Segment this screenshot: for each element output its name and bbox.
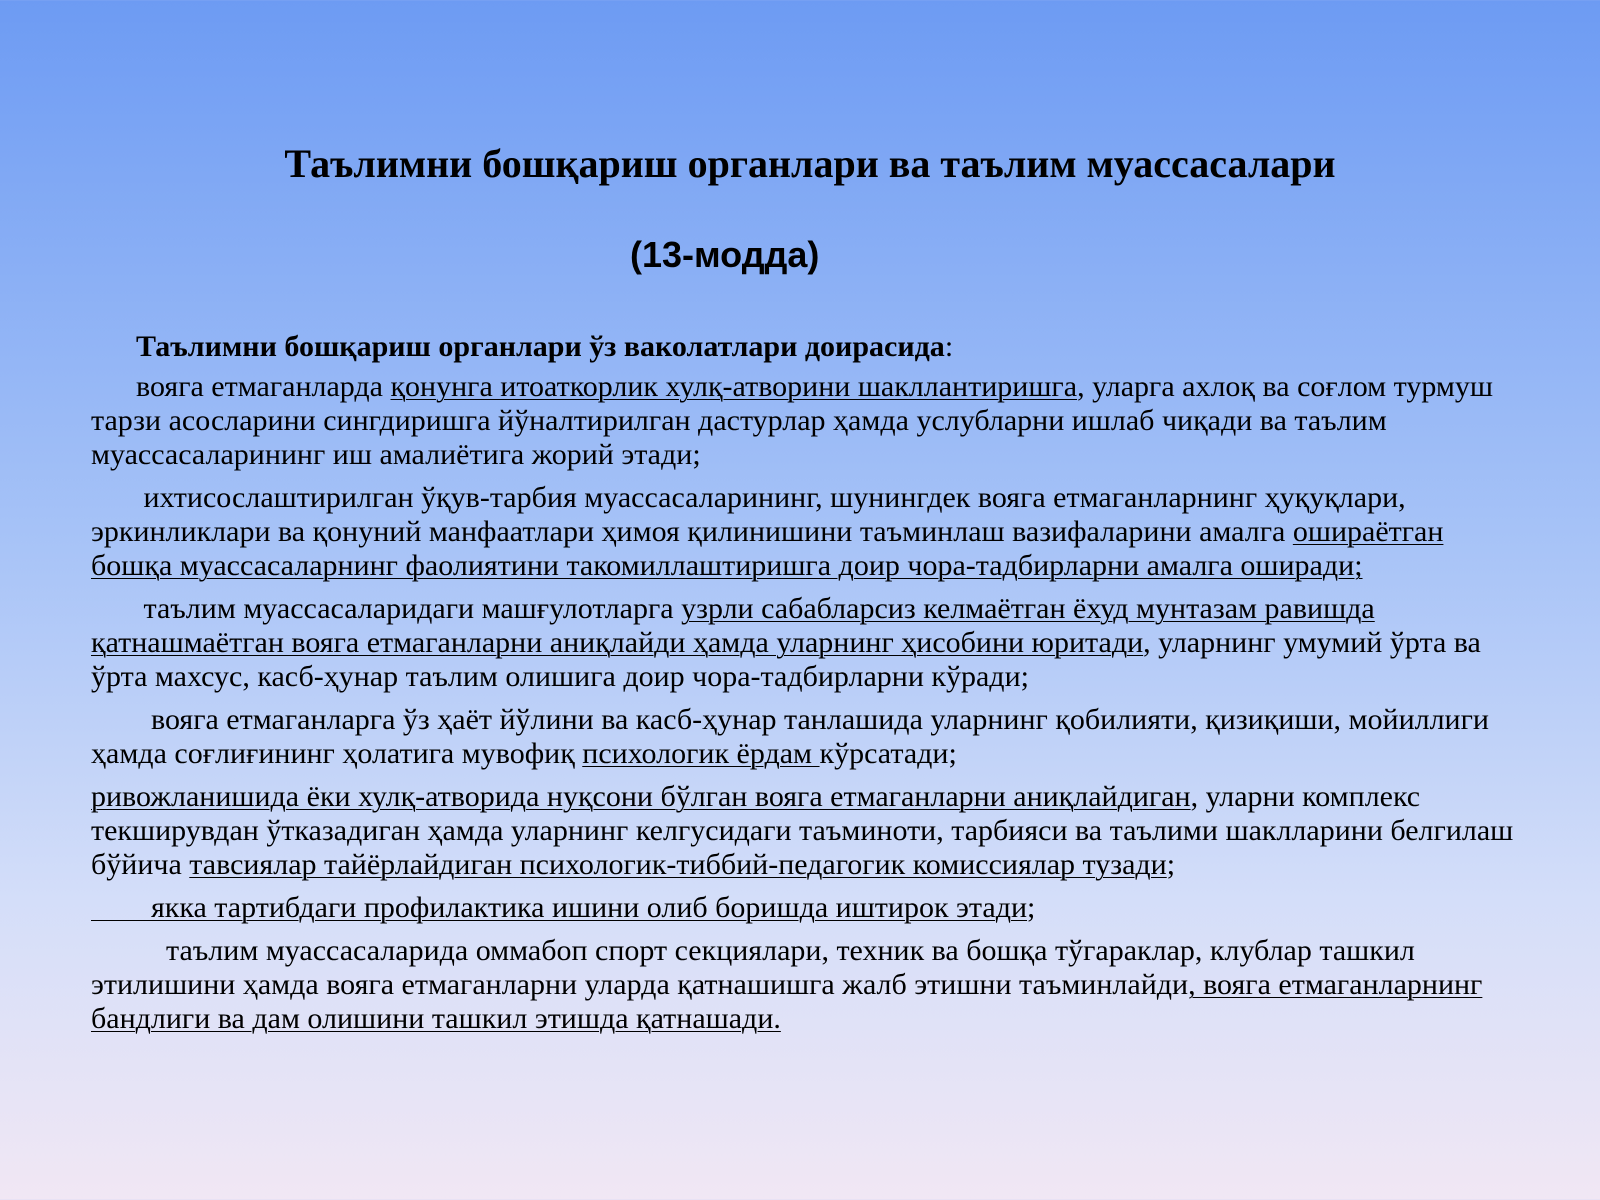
- paragraph-2: ихтисослаштирилган ўқув-тарбия муассасаларининг, шунингдек вояга етмаганларнинг ҳуқуқлари, эркинликлари ва қонуний манфаатлари ҳимоя қилинишини таъминлаш вазифаларини амалга ошираётган бошқа муассасаларнинг фаолиятини такомиллаштиришга доир чора-тадбирларни амалга оширади;: [91, 481, 1444, 582]
- paragraph-5: ривожланишида ёки хулқ-атворида нуқсони бўлган вояга етмаганларни аниқлайдиган, уларни комплекс текширувдан ўтказадиган ҳамда уларнинг келгусидаги таъминоти, тарбияси ва таълими шаклларини белгилаш бўйича тавсиялар тайёрлайдиган психологик-тиббий-педагогик комиссиялар тузади;: [91, 780, 1514, 881]
- paragraph-4: вояга етмаганларга ўз ҳаёт йўлини ва касб-ҳунар танлашида уларнинг қобилияти, қизиқиши, мойиллиги ҳамда соғлиғининг ҳолатига мувофиқ психологик ёрдам кўрсатади;: [91, 703, 1489, 770]
- paragraph-7: таълим муассасаларида оммабоп спорт секциялари, техник ва бошқа тўгараклар, клублар ташкил этилишини ҳамда вояга етмаганларни уларда қатнашишга жалб этишни таъминлайди, вояга етмаганларнинг бандлиги ва дам олишини ташкил этишда қатнашади.: [91, 934, 1483, 1035]
- paragraph-3: таълим муассасаларидаги машғулотларга узрли сабабларсиз келмаётган ёхуд мунтазам равишда қатнашмаётган вояга етмаганларни аниқлайди ҳамда уларнинг ҳисобини юритади, уларнинг умумий ўрта ва ўрта махсус, касб-ҳунар таълим олишига доир чора-тадбирларни кўради;: [91, 592, 1481, 693]
- article-number: (13-модда): [630, 234, 820, 275]
- slide-title: Таълимни бошқариш органлари ва таълим муассасалари: [284, 141, 1336, 186]
- paragraph-6: якка тартибдаги профилактика ишини олиб боришда иштирок этади;: [91, 891, 1036, 924]
- paragraph-1: вояга етмаганларда қонунга итоаткорлик хулқ-атворини шакллантиришга, уларга ахлоқ ва соғлом турмуш тарзи асосларини сингдиришга йўналтирилган дастурлар ҳамда услубларни ишлаб чиқади ва таълим муассасаларининг иш амалиётига жорий этади;: [91, 370, 1493, 471]
- section-heading: Таълимни бошқариш органлари ўз ваколатлари доирасида:: [136, 330, 954, 363]
- slide-body: [91, 330, 1531, 1045]
